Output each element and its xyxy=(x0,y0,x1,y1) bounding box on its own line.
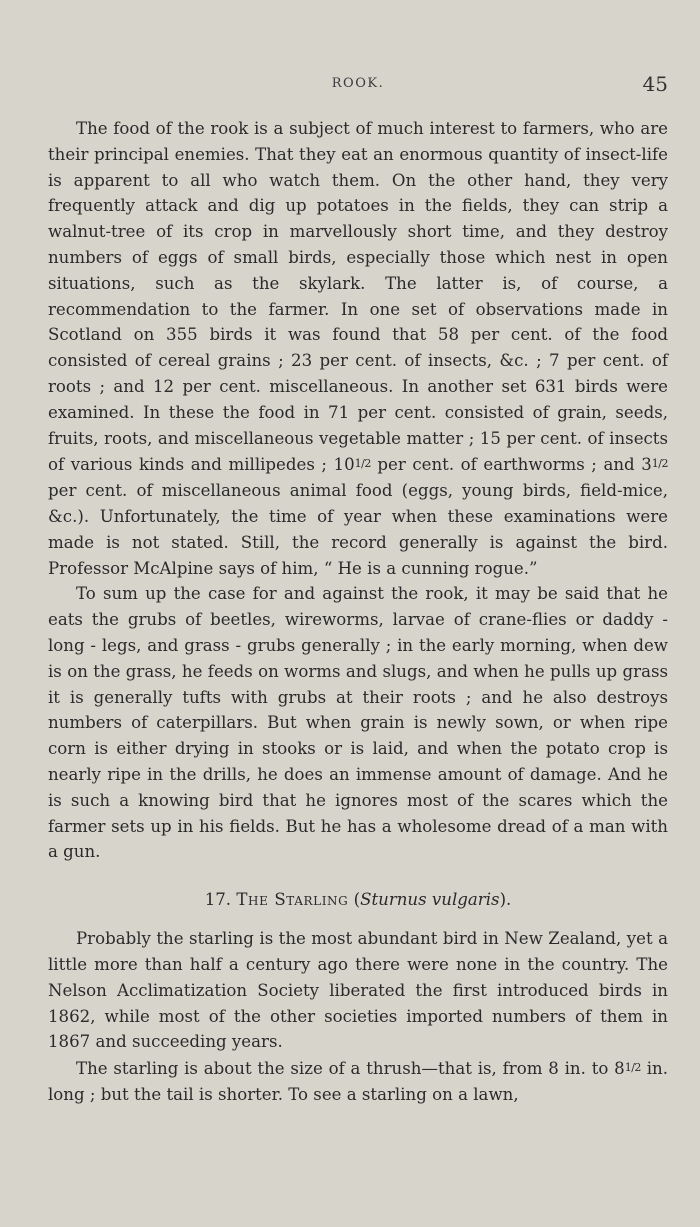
paragraph-rook-food xyxy=(48,116,668,581)
paragraph-text: The starling is about the size of a thrush—that is, from 8 in. to 8 xyxy=(76,1059,625,1079)
section-heading: 17. The Starling (Sturnus vulgaris). xyxy=(204,890,512,910)
paragraph-starling-size xyxy=(48,1055,668,1108)
running-head xyxy=(48,72,668,98)
paragraph-text: per cent. of miscellaneous animal food (eggs, young birds, field-mice, &c.). Unfortunately, the time of year when these examinations were made is not stated. Still, the record generally is against the bird. Professor McAlpine says of him, “ He is a cunning rogue.” xyxy=(48,481,668,578)
section-latin-name: Sturnus vulgaris xyxy=(360,890,500,910)
fraction-half: 1/2 xyxy=(651,457,668,471)
paragraph-text: per cent. of earthworms ; and 3 xyxy=(370,455,652,475)
running-title: ROOK. xyxy=(331,76,385,91)
fraction-half: 1/2 xyxy=(624,1061,641,1075)
fraction-half: 1/2 xyxy=(354,457,371,471)
paragraph-text: The food of the rook is a subject of much interest to farmers, who are their principal enemies. That they eat an enormous quantity of insect-life is apparent to all who watch them. On the other hand, they very frequently attack and dig up potatoes in the fields, they can strip a walnut-tree of its crop in marvellously short time, and they destroy numbers of eggs of small birds, especially those which nest in open situations, such as the skylark. The latter is, of course, a recommendation to the farmer. In one set of observations made in Scotland on 355 birds it was found that 58 per cent. of the food consisted of cereal grains ; 23 per cent. of insects, &c. ; 7 per cent. of roots ; and 12 per cent. miscellaneous. In another set 631 birds were examined. In these the food in 71 per cent. consisted of grain, seeds, fruits, roots, and miscellaneous vegetable matter ; 15 per cent. of insects of various kinds and millipedes ; 10 xyxy=(48,119,668,475)
section-title: The Starling xyxy=(236,890,349,910)
paragraph-text: in. long ; but the tail is shorter. To see a starling on a lawn, xyxy=(48,1059,668,1105)
paragraph-starling-intro: Probably the starling is the most abundant bird in New Zealand, yet a little more than half a century ago there were none in the country. The Nelson Acclimatization Society liberated the first introduced birds in 1862, while most of the other societies imported numbers of them in 1867 and succeeding years. xyxy=(48,929,668,1052)
page-number: 45 xyxy=(642,72,668,96)
section-number: 17. xyxy=(204,890,232,910)
body-text xyxy=(48,116,668,1108)
paragraph-rook-summary: To sum up the case for and against the rook, it may be said that he eats the grubs of beetles, wireworms, larvae of crane-flies or daddy - long - legs, and grass - grubs generally ; in the early morning, when dew is on the grass, he feeds on worms and slugs, and when he pulls up grass it is generally tufts with grubs at their roots ; and he also destroys numbers of caterpillars. But when grain is newly sown, or when ripe corn is either drying in stooks or is laid, and when the potato crop is nearly ripe in the drills, he does an immense amount of damage. And he is such a knowing bird that he ignores most of the scares which the farmer sets up in his fields. But he has a wholesome dread of a man with a gun. xyxy=(48,584,668,862)
